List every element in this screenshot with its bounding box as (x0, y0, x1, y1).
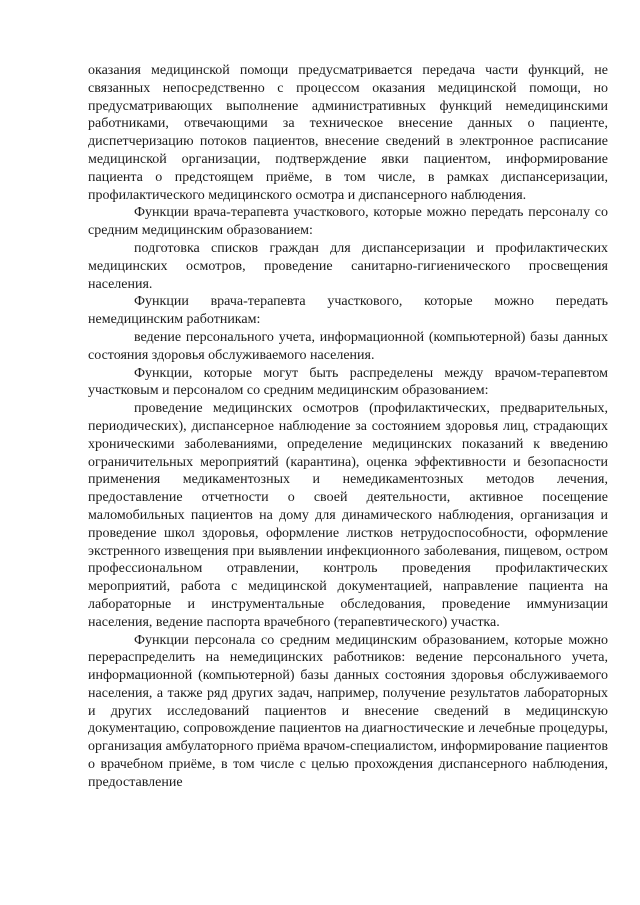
paragraph-shared-functions-item: проведение медицинских осмотров (профилактических, предварительных, периодических), диспансерное наблюдение за состоянием здоровья лиц, страдающих хроническими заболеваниями, определение медицинских показаний к введению ограничительных мероприятий (карантина), оценка эффективности и безопасности применения медикаментозных и немедикаментозных методов лечения, предоставление отчетности о своей деятельности, активное посещение маломобильных пациентов на дому для динамического наблюдения, организация и проведение школ здоровья, оформление листков нетрудоспособности, оформление экстренного извещения при выявлении инфекционного заболевания, пищевом, остром профессиональном отравлении, контроль проведения профилактических мероприятий, работа с медицинской документацией, направление пациента на лабораторные и инструментальные обследования, проведение иммунизации населения, ведение паспорта врачебного (терапевтического) участка. (88, 401, 608, 630)
paragraph-nonmedical-functions-item: ведение персонального учета, информационной (компьютерной) базы данных состояния здоровья обслуживаемого населения. (88, 329, 608, 363)
paragraph-nurse-functions-item: подготовка списков граждан для диспансеризации и профилактических медицинских осмотров, проведение санитарно-гигиенического просвещения населения. (88, 240, 608, 292)
paragraph-redistribution: Функции персонала со средним медицинским образованием, которые можно перераспределить на немедицинских работников: ведение персонального учета, информационной (компьютерной) базы данных состояния здоровья обслуживаемого населения, а также ряд других задач, например, получение результатов лабораторных и других исследований пациентов и внесение сведений в медицинскую документацию, сопровождение пациентов на диагностические и лечебные процедуры, организация амбулаторного приёма врачом-специалистом, информирование пациентов о врачебном приёме, в том числе с целью прохождения диспансерного наблюдения, предоставление (88, 632, 608, 790)
document-page (88, 62, 608, 792)
paragraph-nonmedical-functions-heading: Функции врача-терапевта участкового, которые можно передать немедицинским работникам: (88, 294, 608, 328)
paragraph-shared-functions-heading: Функции, которые могут быть распределены между врачом-терапевтом участковым и персоналом со средним медицинским образованием: (88, 365, 608, 399)
paragraph-nurse-functions-heading: Функции врача-терапевта участкового, которые можно передать персоналу со средним медицинским образованием: (88, 205, 608, 239)
paragraph-intro: оказания медицинской помощи предусматривается передача части функций, не связанных непосредственно с процессом оказания медицинской помощи, но предусматривающих выполнение административных функций немедицинскими работниками, отвечающими за техническое внесение данных о пациенте, диспетчеризацию потоков пациентов, внесение сведений в электронное расписание медицинской организации, подтверждение явки пациентом, информирование пациента о предстоящем приёме, в том числе, в рамках диспансеризации, профилактического медицинского осмотра и диспансерного наблюдения. (88, 63, 608, 203)
